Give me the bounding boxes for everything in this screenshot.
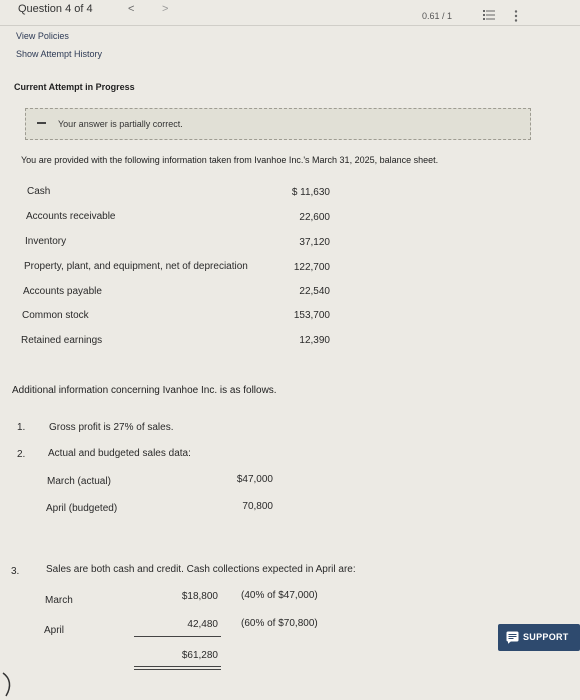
collection-note: (60% of $70,800) bbox=[241, 618, 318, 629]
collection-label: March bbox=[45, 595, 73, 606]
subtotal-underline bbox=[134, 636, 221, 637]
previous-question-button[interactable]: < bbox=[128, 3, 135, 15]
scroll-edge-mark bbox=[0, 672, 16, 700]
balance-sheet-value: 12,390 bbox=[299, 335, 330, 346]
question-counter: Question 4 of 4 bbox=[18, 3, 93, 15]
collection-note: (40% of $47,000) bbox=[241, 590, 318, 601]
sales-value: 70,800 bbox=[242, 501, 273, 512]
sales-label: March (actual) bbox=[47, 476, 111, 487]
total-double-underline bbox=[134, 669, 221, 670]
balance-sheet-label: Property, plant, and equipment, net of depreciation bbox=[24, 261, 248, 272]
problem-intro: You are provided with the following information taken from Ivanhoe Inc.'s March 31, 2025, balance sheet. bbox=[21, 155, 439, 165]
item-number: 3. bbox=[11, 566, 20, 577]
balance-sheet-value: 37,120 bbox=[299, 237, 330, 248]
feedback-banner bbox=[25, 108, 531, 140]
item-text: Gross profit is 27% of sales. bbox=[49, 422, 174, 433]
balance-sheet-label: Inventory bbox=[25, 236, 67, 247]
collection-total: $61,280 bbox=[181, 650, 218, 661]
balance-sheet-label: Retained earnings bbox=[21, 335, 103, 346]
attempt-title: Current Attempt in Progress bbox=[14, 82, 135, 92]
view-policies-link[interactable]: View Policies bbox=[16, 31, 69, 41]
support-label: SUPPORT bbox=[523, 632, 569, 642]
item-number: 2. bbox=[17, 449, 26, 460]
chat-icon bbox=[506, 631, 519, 644]
balance-sheet-value: 153,700 bbox=[293, 310, 330, 321]
balance-sheet-value: 22,600 bbox=[299, 212, 330, 223]
support-button[interactable] bbox=[498, 624, 580, 651]
balance-sheet-value: $ 11,630 bbox=[291, 187, 330, 198]
collection-value: 42,480 bbox=[187, 619, 218, 630]
balance-sheet-value: 22,540 bbox=[299, 286, 330, 297]
show-attempt-history-link[interactable]: Show Attempt History bbox=[16, 49, 103, 59]
more-options-icon[interactable] bbox=[514, 10, 518, 22]
sales-label: April (budgeted) bbox=[46, 503, 118, 514]
collection-value: $18,800 bbox=[181, 591, 218, 602]
balance-sheet-label: Cash bbox=[27, 186, 51, 197]
collection-label: April bbox=[44, 625, 65, 636]
balance-sheet-label: Accounts payable bbox=[23, 286, 102, 297]
balance-sheet-label: Common stock bbox=[22, 310, 89, 321]
sales-value: $47,000 bbox=[236, 474, 273, 485]
question-header bbox=[0, 0, 580, 26]
next-question-button[interactable]: > bbox=[162, 3, 169, 15]
question-score: 0.61 / 1 bbox=[422, 11, 453, 21]
item-text: Sales are both cash and credit. Cash collections expected in April are: bbox=[46, 564, 356, 575]
feedback-message: Your answer is partially correct. bbox=[58, 119, 183, 129]
item-text: Actual and budgeted sales data: bbox=[48, 448, 191, 459]
item-number: 1. bbox=[17, 422, 26, 433]
partial-correct-icon bbox=[37, 122, 46, 124]
balance-sheet-value: 122,700 bbox=[293, 262, 330, 273]
total-double-underline bbox=[134, 666, 221, 667]
balance-sheet-label: Accounts receivable bbox=[26, 211, 116, 222]
additional-info-intro: Additional information concerning Ivanhoe Inc. is as follows. bbox=[12, 385, 277, 396]
list-icon[interactable] bbox=[483, 10, 495, 20]
